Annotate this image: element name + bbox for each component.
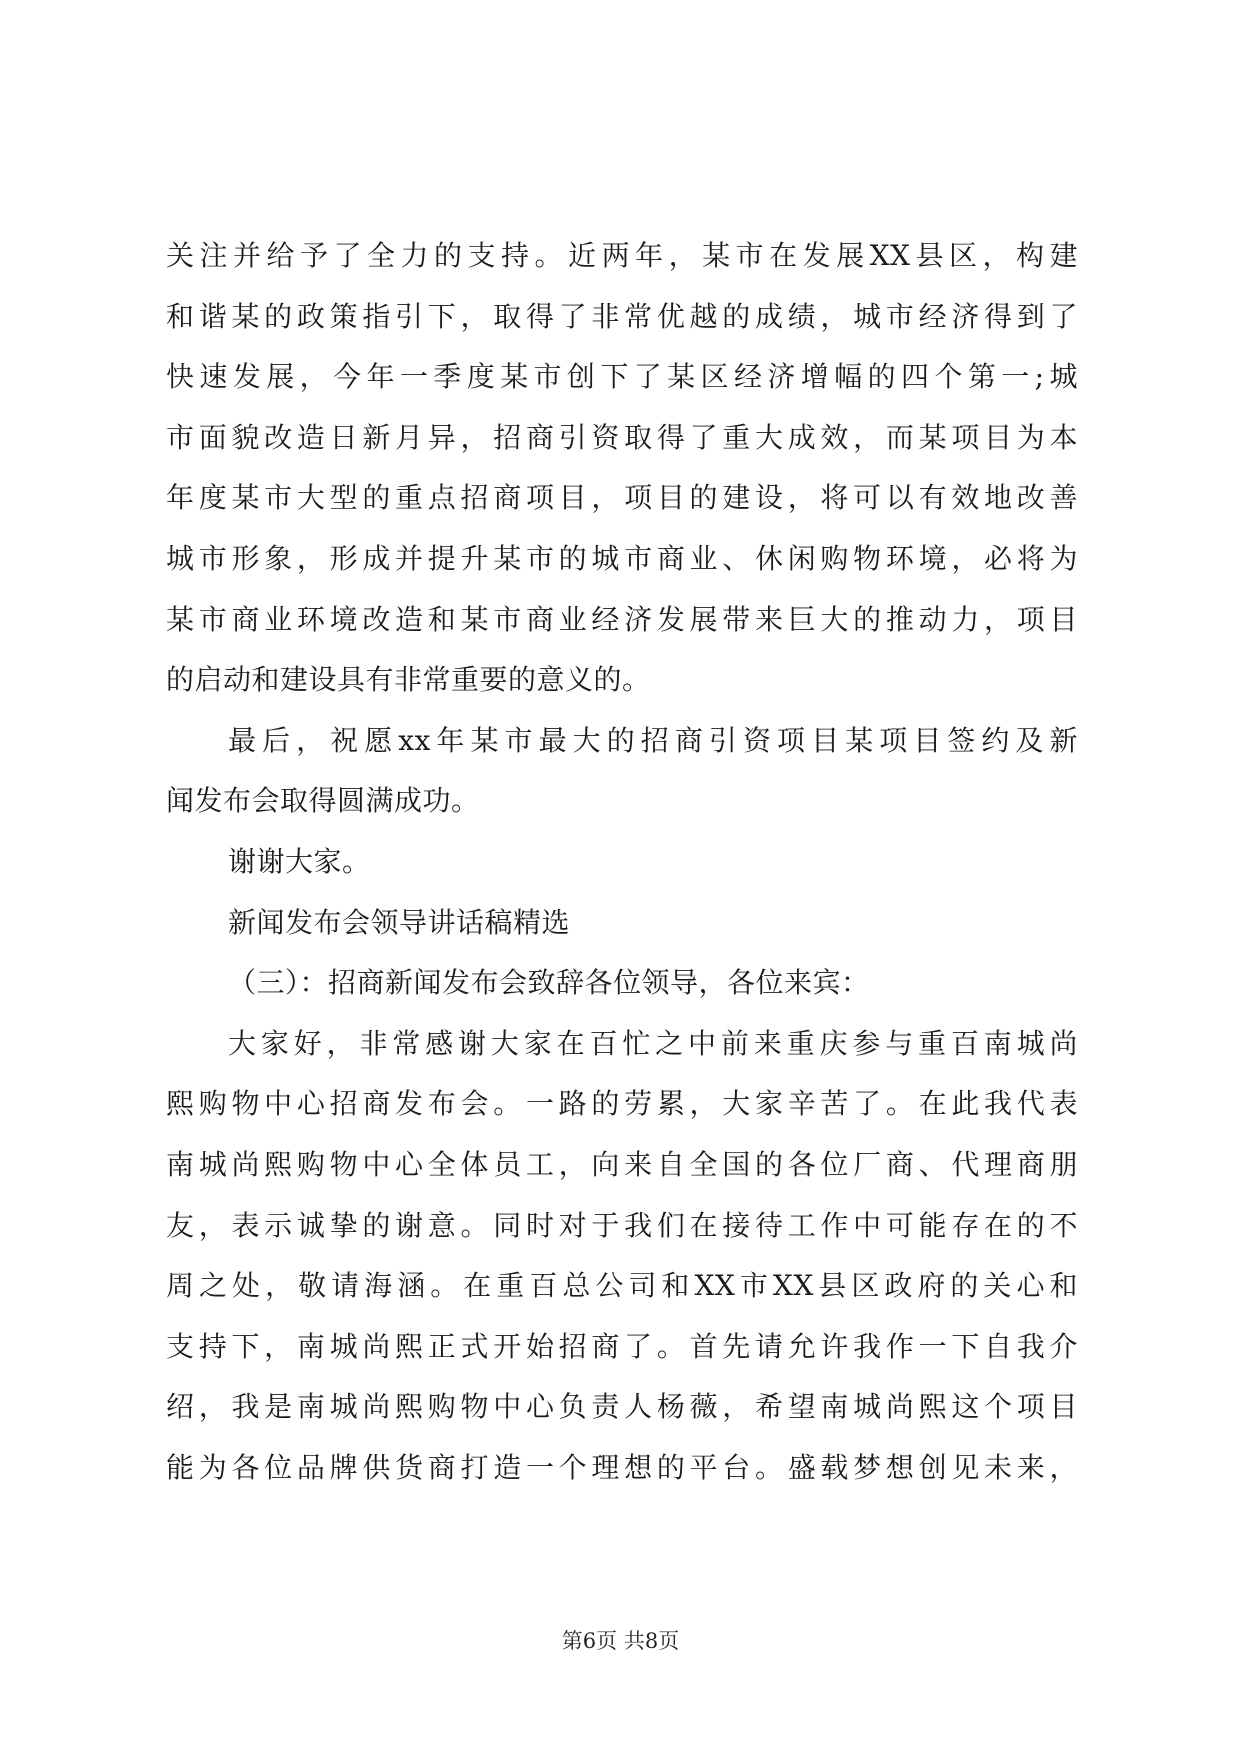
text-line: 某市商业环境改造和某市商业经济发展带来巨大的推动力，项目: [166, 602, 1078, 636]
text-line: 闻发布会取得圆满成功。: [166, 784, 480, 818]
text-line: 市面貌改造日新月异，招商引资取得了重大成效，而某项目为本: [166, 420, 1078, 454]
text-line: 关注并给予了全力的支持。近两年，某市在发展XX县区，构建: [166, 239, 1078, 272]
text-line: 能为各位品牌供货商打造一个理想的平台。盛载梦想创见未来，: [166, 1450, 1078, 1484]
text-line: 城市形象，形成并提升某市的城市商业、休闲购物环境，必将为: [166, 541, 1078, 575]
text-line: 的启动和建设具有非常重要的意义的。: [166, 663, 651, 697]
text-line: 绍，我是南城尚熙购物中心负责人杨薇，希望南城尚熙这个项目: [166, 1390, 1078, 1424]
text-line: 新闻发布会领导讲话稿精选: [228, 905, 571, 939]
text-line: 周之处，敬请海涵。在重百总公司和XX市XX县区政府的关心和: [166, 1269, 1078, 1303]
text-line: 熙购物中心招商发布会。一路的劳累，大家辛苦了。在此我代表: [166, 1087, 1078, 1121]
text-line: 谢谢大家。: [228, 844, 371, 878]
text-line: 支持下，南城尚熙正式开始招商了。首先请允许我作一下自我介: [166, 1329, 1078, 1363]
page-footer: 第6页 共8页: [561, 1629, 680, 1653]
text-line: 年度某市大型的重点招商项目，项目的建设，将可以有效地改善: [166, 481, 1078, 515]
text-line: 和谐某的政策指引下，取得了非常优越的成绩，城市经济得到了: [166, 299, 1078, 333]
body-text: [166, 226, 1078, 1498]
text-line: 快速发展，今年一季度某市创下了某区经济增幅的四个第一;城: [166, 360, 1078, 394]
text-line: 最后，祝愿xx年某市最大的招商引资项目某项目签约及新: [228, 723, 1078, 757]
text-line: （三）：招商新闻发布会致辞各位领导，各位来宾：: [228, 966, 870, 1000]
text-line: 南城尚熙购物中心全体员工，向来自全国的各位厂商、代理商朋: [166, 1147, 1078, 1181]
text-line: 友，表示诚挚的谢意。同时对于我们在接待工作中可能存在的不: [166, 1208, 1078, 1242]
text-line: 大家好，非常感谢大家在百忙之中前来重庆参与重百南城尚: [228, 1026, 1078, 1060]
